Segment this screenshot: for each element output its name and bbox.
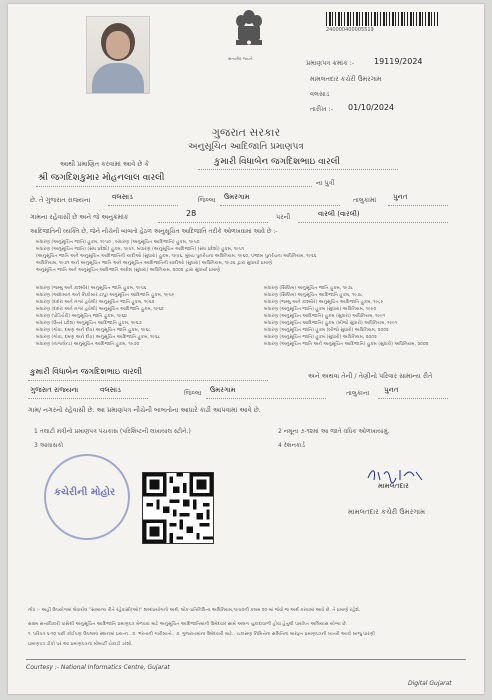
state-emblem-icon [232,8,266,58]
order-item: (અનુસૂચિત જાતિ અને અનુસૂચિત આદિજાતિની યાદીઓ (સુધારા) હુકમ, ૧૯૫૬, મુંબઇ પુનર્રચના અધિનિયમ, ૧૯૬૦, પંજાબ પુનર્રચના અધિનિયમ, ૧૯૬૬ [36,254,317,259]
orders-list [36,239,466,274]
order-left-item: બંધારણ (નાગાલેન્ડ) અનુસૂચિત આદિજાતિ હુકમ, ૧૯૭૦ [36,342,140,347]
declaration-text: આદિજાતિની વ્યક્તિ છે, જેને નીચેની બાબતો હેઠળ અનુસૂચિત આદિજાતિ તરીકે ઓળખવામાં આવે છે :- [30,228,278,235]
order-right-item: બંધારણ (જમ્મુ અને કાશ્મીર) અનુસૂચિત આદિજાતિ હુકમ, ૧૯૮૯ [264,300,384,305]
order-right-item: બંધારણ (અનુસૂચિત આદિજાતિ) હુકમ (સુધારા) અધિનિયમ, ૧૯૯૧ [264,314,386,319]
father-name: શ્રી જગદિશકુમાર મોહનલાલ વારલી [38,173,165,183]
order-right-item: બંધારણ (અનુસૂચિત આદિજાતિ) હુકમ (બીજો સુધારો) અધિનિયમ, ૧૯૯૧ [264,321,398,326]
order-left-item: બંધારણ (ગોવા, દમણ અને દીવ) અનુસૂચિત આદિજાતિ હુકમ, ૧૯૬૮ [36,335,161,340]
applicant-photo [86,16,150,94]
res-district-label: જિલ્લા [184,389,202,397]
order-left-item: બંધારણ (આંદામાન અને નિકોબાર ટાપુ) અનુસૂચિત આદિજાતિ હુકમ, ૧૯૫૯ [36,293,175,298]
orders-right-list [264,285,474,348]
taluka-value: પુનત [393,193,408,201]
courtesy-text: Courtesy :- National Informatics Centre, Gujarat [26,664,170,671]
district-value: ઉમરગામ [224,193,250,201]
barcode-number: 240000400005519 [326,27,374,33]
order-left-item: બંધારણ (પોંડિચેરી) અનુસૂચિત જાતિ હુકમ, ૧૯૬૪ [36,314,128,319]
emblem-caption: સત્યમેવ જયતે [228,56,253,61]
order-item: બંધારણ (અનુસૂચિત જાતિ) હુકમ, ૧૯૫૦ , બંધારણ (અનુસૂચિત આદિજાતિ) હુકમ, ૧૯૫૦ [36,240,200,245]
order-right-item: બંધારણ (અનુસૂચિત જાતિ) હુકમ (સુધારો) અધિનિયમ, ૨૦૦૨ [264,335,377,340]
order-right-item: બંધારણ (અનુસૂચિત જાતિ) હુકમ (બીજો સુધારો) અધિનિયમ, ૨૦૦૨ [264,328,389,333]
res-taluka-label: તાલુકાના [346,389,370,397]
government-title: ગુજરાત સરકાર [211,126,281,139]
state-value: વલસાડ [112,193,133,201]
certify-label: આથી પ્રમાણિત કરવામાં આવે છે કે [60,160,149,168]
qr-code-icon [142,472,214,544]
date-value: 01/10/2024 [348,103,395,112]
order-left-item: બંધારણ (જમ્મુ અને કાશ્મીર) અનુસૂચિત જાતિ હુકમ, ૧૯૫૬ [36,286,147,291]
entry-label: ગામના રહેવાસી છે અને જે અનુક્રમાંક [30,213,129,221]
stamp-text: કચેરીની મોહોર [54,487,116,498]
signature-text: મામલતદાર [378,482,409,490]
barcode [326,12,438,26]
basis-item: 3 આવાસકો [34,442,64,449]
certificate-sheet [8,4,484,694]
certificate-title: અનુસૂચિત આદિજાતિ પ્રમાણપત્ર [188,142,304,152]
order-right-item: બંધારણ (અનુસૂચિત જાતિ અને અનુસૂચિત આદિજાતિ) હુકમ (સુધારો) અધિનિયમ, ૨૦૦૨ [264,342,429,347]
holder-name-2: કુમારી વિધાબેન જગદિશભાઇ વારલી [30,367,143,376]
basis-item: 4 રેશનકાર્ડ [278,442,305,449]
basis-item: 2 નમૂના ૭-૧૨માં આ જાતે વધિક ઓળખાયામું. [278,428,390,435]
order-item: બંધારણ (અનુસૂચિત જાતિ) (સંઘ પ્રદેશો) હુકમ, ૧૯૫૧, બંધારણ (અનુસૂચિત આદિજાતિ) (સંઘ પ્રદેશો) હુકમ, ૧૯૫૧ [36,247,244,252]
state-label: છે. તે ગુજરાત રાજ્યના [30,196,91,204]
order-item: અનુસૂચિત જાતિ અને અનુસૂચિત આદિજાતિ આદેશ (સુધારા) અધિનિયમ, ૨૦૦૨ દ્વારા સુધાર્યા પ્રમાણે [36,268,221,273]
footer-note: નોંધ :- અહીં ઉપયોગમાં લેવાયેલ "સામાન્ય રીતે રહેવાસી(ઓ)" શબ્દપ્રયોગનો અર્થ, લોક-પ્રતિનિધિત્વ અધિનિયમ,૧૯૫૦ની કલમ ૨૦-માં જેવો જ અર્થ કરવામાં આવે છે. તે પ્રમાણે રહેશે. [28,608,361,613]
footer-note: સક્ષમ સત્તાધિકારી પાસેથી અનુસૂચિત આદિજાતિ પ્રમાણપત્ર મેળવવા માટે અનુસૂચિત આદિજાતિમાંની ઉમેદવાર સામે અલગ ચુકાદાવાળી હોવા હેતુથી પાર્યાપ્ત અલિયાસ યોગ્ય છે. [28,622,348,627]
digital-gujarat-badge: Digital Gujarat [408,680,452,687]
res-state-value: વલસાડ [100,386,121,394]
res-state-label: ગુજરાત રાજ્યના [30,386,79,394]
order-left-item: બંધારણ (દાદરા અને નગર હવેલી) અનુસૂચિત જાતિ હુકમ, ૧૯૬૨ [36,300,155,305]
holder-tail: અને અથવા તેની / તેણીનો પરિવાર સામાન્ય રીતે [308,372,433,380]
order-right-item: બંધારણ (સિક્કિમ) અનુસૂચિત જાતિ હુકમ, ૧૯૭૮ [264,286,354,291]
entry-line [158,211,268,223]
orders-left-list [36,285,236,348]
order-item: અધિનિયમ, ૧૯૭૧ અને અનુસૂચિત જાતિ અને અનુસૂચિત આદિજાતિની યાદીઓ (સુધારા) અધિનિયમ, ૧૯૭૬ દ્વારા સુધાર્યા પ્રમાણે [36,261,272,266]
order-right-item: બંધારણ (સિક્કિમ) અનુસૂચિત આદિજાતિ હુકમ, ૧૯૭૮ [264,293,363,298]
basis-item: 1 તલાટી મંત્રીનો પ્રમાણપત્ર પંચકાસ (પરિશિષ્ટની લખાયાલ સ્ટીને.) [34,428,191,435]
tribe-label: પરની [276,213,291,221]
ref-label: પ્રમાણપત્ર ક્રમાંક :- [306,59,355,67]
date-label: તારીખ :- [310,105,334,113]
entry-number: 28 [186,209,197,218]
signatory-title: મામલતદાર કચેરી ઉમરગામ [348,508,426,516]
tribe-value: વારલી (વારલી) [318,210,360,218]
res-taluka-value: પુનત [384,386,399,394]
taluka-label-1: તાલુકામાં [353,196,377,204]
order-left-item: બંધારણ (ગોવા, દમણ અને દીવ) અનુસૂચિત જાતિ હુકમ, ૧૯૬૮ [36,328,151,333]
office-label: મામલતદાર કચેરી ઉમરગામ [310,75,382,83]
order-right-item: બંધારણ (અનુસૂચિત જાતિ) હુકમ (સુધારા) અધિનિયમ, ૧૯૯૦ [264,307,377,312]
ref-value: 19119/2024 [374,57,423,66]
res-district-value: ઉમરગામ [210,386,236,394]
order-left-item: બંધારણ (ઉત્તર પ્રદેશ) અનુસૂચિત આદિજાતિ હુકમ, ૧૯૬૭ [36,321,142,326]
footer-note: પ્રમાણપત્ર ડીકો પર આ પ્રમાણપત્રના મોબાર્ટી ચેકાડી ડરશો. [28,642,133,647]
district-label: વલસાડ [310,90,330,98]
order-left-item: બંધારણ (દાદરા અને નગર હવેલી) અનુસૂચિત આદિજાતિ હુકમ, ૧૯૬૨ [36,307,164,312]
footer-divider [26,659,466,660]
district-label-1: જિલ્લા [198,196,216,204]
relation-label: ના પુત્રી [316,179,335,187]
residence-tail: ગામ/ નગરનો રહેવાસી છે. આ પ્રમાણપત્ર નીચેની બાબતોના આધારે કાઢી આપવામાં આવે છે. [28,406,261,414]
holder-name: કુમારી વિધાબેન જગદિશભાઇ વારલી [214,157,341,167]
footer-note: ૧. પરિપત્ર ૬-૧૦ પછી કોઈપણ ઉપલબ્ધ સ્થાનમાં પ્રયત્ન.. ૨. ભરતાની ગારીબાતો.. ૩. ગુજરાતમાંના ઉમેદવારી માટે.. ચકાસણ નિમિત્તેના સમિતિના મારફત પ્રમાણપત્રની ખાતરી આકો બાજુ ધારણી [28,632,375,637]
